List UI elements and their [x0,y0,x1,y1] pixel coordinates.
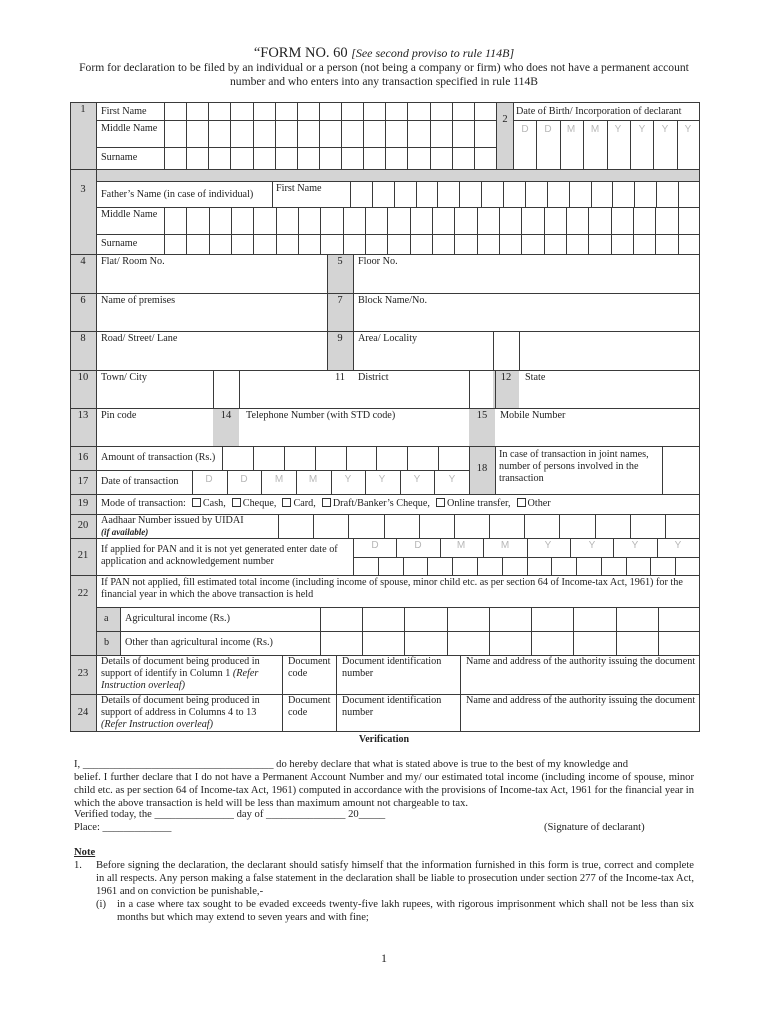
row-number: 12 [500,372,512,383]
grid-cell-divider [452,557,453,575]
date-placeholder: M [308,474,318,485]
flat-label: Flat/ Room No. [101,256,165,267]
form-table [70,102,700,732]
row-number: 21 [77,550,89,561]
grid-cell-divider [400,470,401,494]
date-placeholder: D [205,474,213,485]
grid-cell-divider [454,514,455,538]
row-number: 5 [337,256,343,267]
grid-cell-divider [437,181,438,207]
date-placeholder: M [566,124,576,135]
grid-cell-divider [296,470,297,494]
grid-cell-divider [410,207,411,254]
grid-cell-divider [489,607,490,655]
middle-name-label: Middle Name [101,123,158,134]
grid-cell-divider [378,557,379,575]
district-label: District [358,372,389,383]
floor-label: Floor No. [358,256,398,267]
row-number: 15 [476,410,488,421]
doc-id-label: Document identification number [342,695,442,718]
mode-option-label: Other [527,498,551,509]
date-placeholder: Y [588,540,596,551]
row-number: 10 [77,372,89,383]
grid-cell-divider [376,446,377,470]
grid-cell-divider [613,538,614,557]
grid-cell-divider [551,557,552,575]
grid-cell-divider [657,538,658,557]
grid-cell-divider [634,181,635,207]
mode-option-label: Cash, [202,498,226,509]
grid-cell-divider [315,446,316,470]
date-placeholder: D [521,124,529,135]
grid-cell-divider [407,102,408,169]
row-number: 13 [77,410,89,421]
row-number: 8 [80,333,86,344]
father-name-label: Father’s Name (in case of individual) [101,189,254,200]
doc-identity-label: Details of document being produced in support of identify in Column 1 (Refer Instruction overleaf) [101,656,260,691]
grid-cell-divider [573,607,574,655]
row-number: 17 [77,476,89,487]
grid-cell-divider [416,181,417,207]
aadhaar-note: (if available) [101,527,149,537]
surname-label: Surname [101,152,138,163]
grid-cell-divider [630,514,631,538]
date-placeholder: Y [413,474,421,485]
grid-cell-divider [569,181,570,207]
grid-cell-divider [612,181,613,207]
grid-cell-divider [372,181,373,207]
grid-cell-divider [331,470,332,494]
grid-cell-divider [261,470,262,494]
grid-cell-divider [253,102,254,169]
grid-cell-divider [483,538,484,557]
grid-cell-divider [363,102,364,169]
authority-label: Name and address of the authority issuing the document [466,695,696,706]
grid-cell-divider [385,102,386,169]
signature-label: (Signature of declarant) [544,822,645,833]
mode-checkbox[interactable] [232,498,241,507]
grid-cell-divider [544,207,545,254]
row-number: 16 [77,452,89,463]
grid-cell-divider [227,470,228,494]
date-placeholder: Y [674,540,682,551]
verified-line: Verified today, the _______________ day of _______________ 20_____ [74,809,386,820]
grid-cell-divider [588,207,589,254]
premises-label: Name of premises [101,295,176,306]
row-number: 3 [80,184,86,195]
grid-cell-divider [503,181,504,207]
dob-label: Date of Birth/ Incorporation of declarant [516,106,682,117]
doc-code-label: Document code [288,695,331,718]
grid-cell-divider [665,514,666,538]
grid-cell-divider [341,102,342,169]
grid-cell-divider [527,557,528,575]
grid-cell-divider [570,538,571,557]
row-number: 18 [476,463,488,474]
row-number: 14 [220,410,232,421]
grid-cell-divider [432,207,433,254]
grid-cell-divider [616,607,617,655]
date-placeholder: Y [344,474,352,485]
grid-cell-divider [591,181,592,207]
row-number: 23 [77,668,89,679]
grid-cell-divider [209,207,210,254]
grid-cell-divider [527,538,528,557]
grid-cell-divider [434,470,435,494]
grid-cell-divider [447,607,448,655]
grid-cell-divider [502,557,503,575]
grid-cell-divider [403,557,404,575]
date-placeholder: Y [448,474,456,485]
other-income-label: Other than agricultural income (Rs.) [125,637,273,648]
date-transaction-label: Date of transaction [101,476,179,487]
road-label: Road/ Street/ Lane [101,333,178,344]
grid-cell-divider [477,207,478,254]
grid-cell-divider [481,181,482,207]
grid-cell-divider [576,557,577,575]
grid-cell-divider [320,207,321,254]
aadhaar-label: Aadhaar Number issued by UIDAI [101,515,244,526]
mode-checkbox[interactable] [517,498,526,507]
telephone-label: Telephone Number (with STD code) [246,410,396,421]
grid-cell-divider [525,181,526,207]
grid-cell-divider [678,207,679,254]
date-placeholder: Y [638,124,646,135]
grid-cell-divider [284,446,285,470]
verification-line1: I, ____________________________________ do hereby declare that what is stated above is true to the best of my knowledge and [74,759,629,770]
grid-cell-divider [346,446,347,470]
grid-cell-divider [394,181,395,207]
note-item-number: 1. [74,860,82,871]
grid-cell-divider [319,102,320,169]
form-subtitle: Form for declaration to be filed by an individual or a person (not being a company or firm) who does not have a permanent account number and who enters into any transaction specified in rule 114B [79,61,689,88]
grid-cell-divider [566,207,567,254]
grid-cell-divider [474,102,475,169]
town-label: Town/ City [101,372,147,383]
pin-label: Pin code [101,410,137,421]
grid-cell-divider [298,207,299,254]
row-number: 2 [502,114,508,125]
date-placeholder: D [414,540,422,551]
page-number: 1 [381,951,387,965]
place-line: Place: _____________ [74,822,172,833]
grid-cell-divider [419,514,420,538]
grid-cell-divider [350,181,351,207]
grid-cell-divider [396,538,397,557]
mode-option-label: Card, [293,498,316,509]
doc-address-label: Details of document being produced in support of address in Columns 4 to 13 (Refer Instruction overleaf) [101,695,260,730]
grid-cell-divider [186,102,187,169]
date-placeholder: D [544,124,552,135]
amount-label: Amount of transaction (Rs.) [101,452,216,463]
grid-cell-divider [427,557,428,575]
mode-checkbox[interactable] [436,498,445,507]
date-placeholder: M [500,540,510,551]
grid-cell-divider [404,607,405,655]
row-number: 9 [337,333,343,344]
first-name-label: First Name [101,106,147,117]
grid-cell-divider [521,207,522,254]
grid-cell-divider [348,514,349,538]
pan-not-applied-label: If PAN not applied, fill estimated total income (including income of spouse, minor child etc. as per section 64 of Income-tax Act, 1961) for the financial year in which the above transaction is held [101,577,683,600]
grid-cell-divider [678,181,679,207]
note-item-1: Before signing the declaration, the declarant should satisfy himself that the information furnished in this form is true, correct and complete in all respects. Any person making a false statement in the declaration shall be liable to prosecution under section 277 of the Income-tax Act, 1961 and on conviction be punishable,- [96,860,694,897]
grid-cell-divider [499,207,500,254]
grid-cell-divider [601,557,602,575]
note-heading: Note [74,847,96,858]
note-subitem-i: in a case where tax sought to be evaded exceeds twenty-five lakh rupees, with rigorous imprisonment which shall not be less than six months but which may extend to seven years and with fine; [117,899,694,923]
row-number: 19 [77,498,89,509]
date-placeholder: M [456,540,466,551]
father-surname-label: Surname [101,238,138,249]
grid-cell-divider [655,207,656,254]
row-number: 24 [77,707,89,718]
grid-cell-divider [489,514,490,538]
date-placeholder: Y [631,540,639,551]
block-label: Block Name/No. [358,295,428,306]
mode-option-label: Online transfer, [446,498,511,509]
grid-cell-divider [559,514,560,538]
note-subitem-number: (i) [96,899,106,910]
father-first-name-label: First Name [276,183,322,194]
grid-cell-divider [459,181,460,207]
date-placeholder: Y [378,474,386,485]
row-number: 6 [80,295,86,306]
grid-cell-divider [611,207,612,254]
form-title: “FORM NO. 60 [See second proviso to rule 114B] [253,45,515,61]
row-number: 7 [337,295,343,306]
grid-cell-divider [438,446,439,470]
grid-cell-divider [531,607,532,655]
grid-cell-divider [547,181,548,207]
mode-checkbox[interactable] [322,498,331,507]
grid-cell-divider [454,207,455,254]
grid-cell-divider [595,514,596,538]
date-placeholder: M [274,474,284,485]
date-placeholder: M [590,124,600,135]
grid-cell-divider [452,102,453,169]
verification-heading: Verification [358,734,410,745]
sub-a: a [104,613,109,624]
row-number: 20 [77,520,89,531]
grid-cell-divider [524,514,525,538]
date-placeholder: Y [684,124,692,135]
mode-option-label: Cheque, [242,498,277,509]
authority-label: Name and address of the authority issuing the document [466,656,696,667]
row-number: 1 [80,104,86,115]
grid-cell-divider [253,207,254,254]
mode-checkbox[interactable] [282,498,291,507]
grid-cell-divider [208,102,209,169]
mode-option-label: Draft/Banker’s Cheque, [332,498,430,509]
father-middle-name-label: Middle Name [101,209,158,220]
grid-cell-divider [313,514,314,538]
mode-row: Mode of transaction: Cash, Cheque, Card, Draft/Banker’s Cheque, Online transfer, Other [101,498,551,509]
mobile-label: Mobile Number [500,410,566,421]
grid-cell-divider [365,207,366,254]
state-label: State [525,372,546,383]
grid-cell-divider [626,557,627,575]
grid-cell-divider [440,538,441,557]
grid-cell-divider [362,607,363,655]
doc-id-label: Document identification number [342,656,442,679]
grid-cell-divider [477,557,478,575]
grid-cell-divider [365,470,366,494]
date-placeholder: Y [614,124,622,135]
date-placeholder: D [240,474,248,485]
grid-cell-divider [430,102,431,169]
row-number: 22 [77,588,89,599]
grid-cell-divider [186,207,187,254]
grid-cell-divider [656,181,657,207]
grid-cell-divider [675,557,676,575]
joint-label: In case of transaction in joint names, number of persons involved in the transaction [499,449,649,484]
verification-body: belief. I further declare that I do not have a Permanent Account Number and my/ our estimated total income (including income of spouse, minor child etc. as per section 64 of Income-tax Act, 1961) computed in accordance with the provisions of Income-tax Act, 1961 for the financial year in which the above transaction is held will be less than maximum amount not chargeable to tax. [74,772,694,809]
row-number: 4 [80,256,86,267]
grid-cell-divider [387,207,388,254]
mode-checkbox[interactable] [192,498,201,507]
agricultural-income-label: Agricultural income (Rs.) [125,613,230,624]
date-placeholder: D [371,540,379,551]
grid-cell-divider [230,102,231,169]
grid-cell-divider [650,557,651,575]
grid-cell-divider [231,207,232,254]
date-placeholder: Y [661,124,669,135]
doc-code-label: Document code [288,656,331,679]
grid-cell-divider [407,446,408,470]
row-number: 11 [334,372,346,383]
date-placeholder: Y [544,540,552,551]
grid-cell-divider [384,514,385,538]
grid-cell-divider [658,607,659,655]
grid-cell-divider [633,207,634,254]
area-label: Area/ Locality [358,333,418,344]
grid-cell-divider [275,102,276,169]
grid-cell-divider [253,446,254,470]
grid-cell-divider [276,207,277,254]
pan-applied-label: If applied for PAN and it is not yet generated enter date of application and acknowledgement number [101,544,338,567]
sub-b: b [104,637,110,648]
grid-cell-divider [297,102,298,169]
grid-cell-divider [343,207,344,254]
